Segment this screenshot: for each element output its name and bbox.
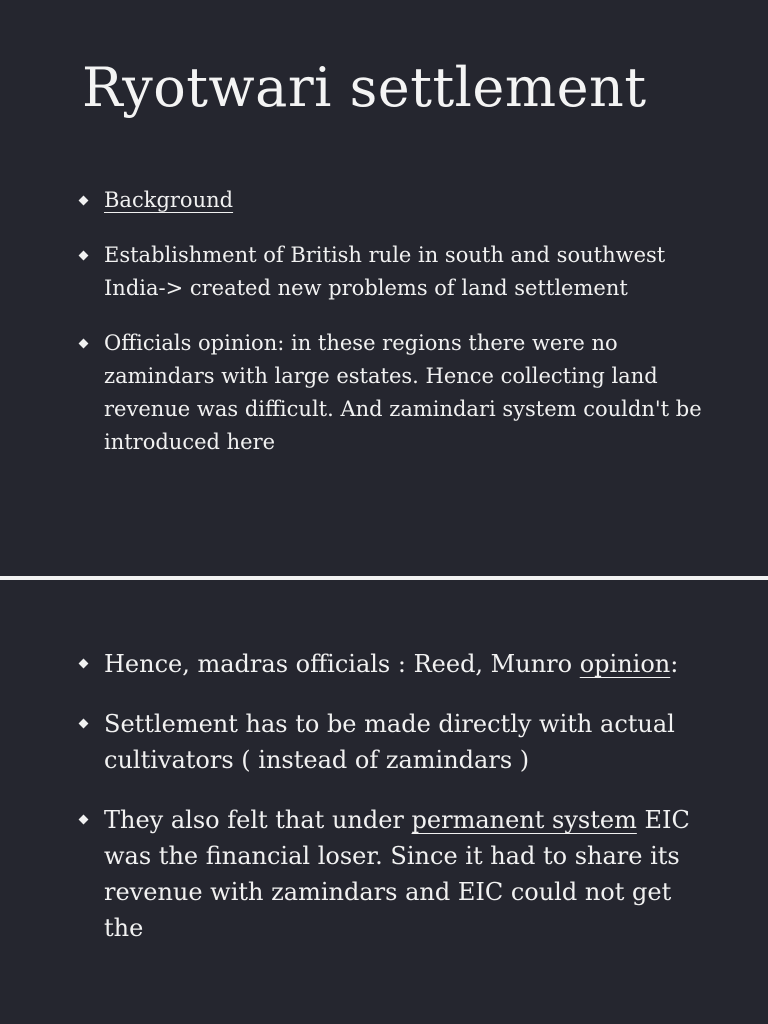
bullet-text-underlined: permanent system <box>411 806 637 834</box>
bullet-text-background: Background <box>104 188 234 212</box>
bullet-text-underlined: opinion <box>579 650 671 678</box>
bullet-item: Officials opinion: in these regions there were no zamindars with large estates. Hence collecting land revenue was difficult. And zamindari system couldn't be introduced here <box>78 327 718 459</box>
bullet-text: EIC was the financial loser. Since it had to share its revenue with zamindars and EIC could not get the <box>104 806 690 942</box>
bullet-list <box>78 646 718 970</box>
slide-title: Ryotwari settlement <box>82 56 647 119</box>
bullet-item <box>78 646 718 682</box>
bullet-item <box>78 802 718 946</box>
slide-2 <box>0 580 768 1024</box>
bullet-text: : <box>670 650 679 678</box>
bullet-item <box>78 184 718 217</box>
bullet-item: Establishment of British rule in south and southwest India-> created new problems of land settlement <box>78 239 718 305</box>
bullet-text: Hence, madras officials : Reed, Munro <box>104 650 580 678</box>
bullet-list <box>78 184 718 481</box>
bullet-text: They also felt that under <box>104 806 412 834</box>
bullet-item: Settlement has to be made directly with actual cultivators ( instead of zamindars ) <box>78 706 718 778</box>
